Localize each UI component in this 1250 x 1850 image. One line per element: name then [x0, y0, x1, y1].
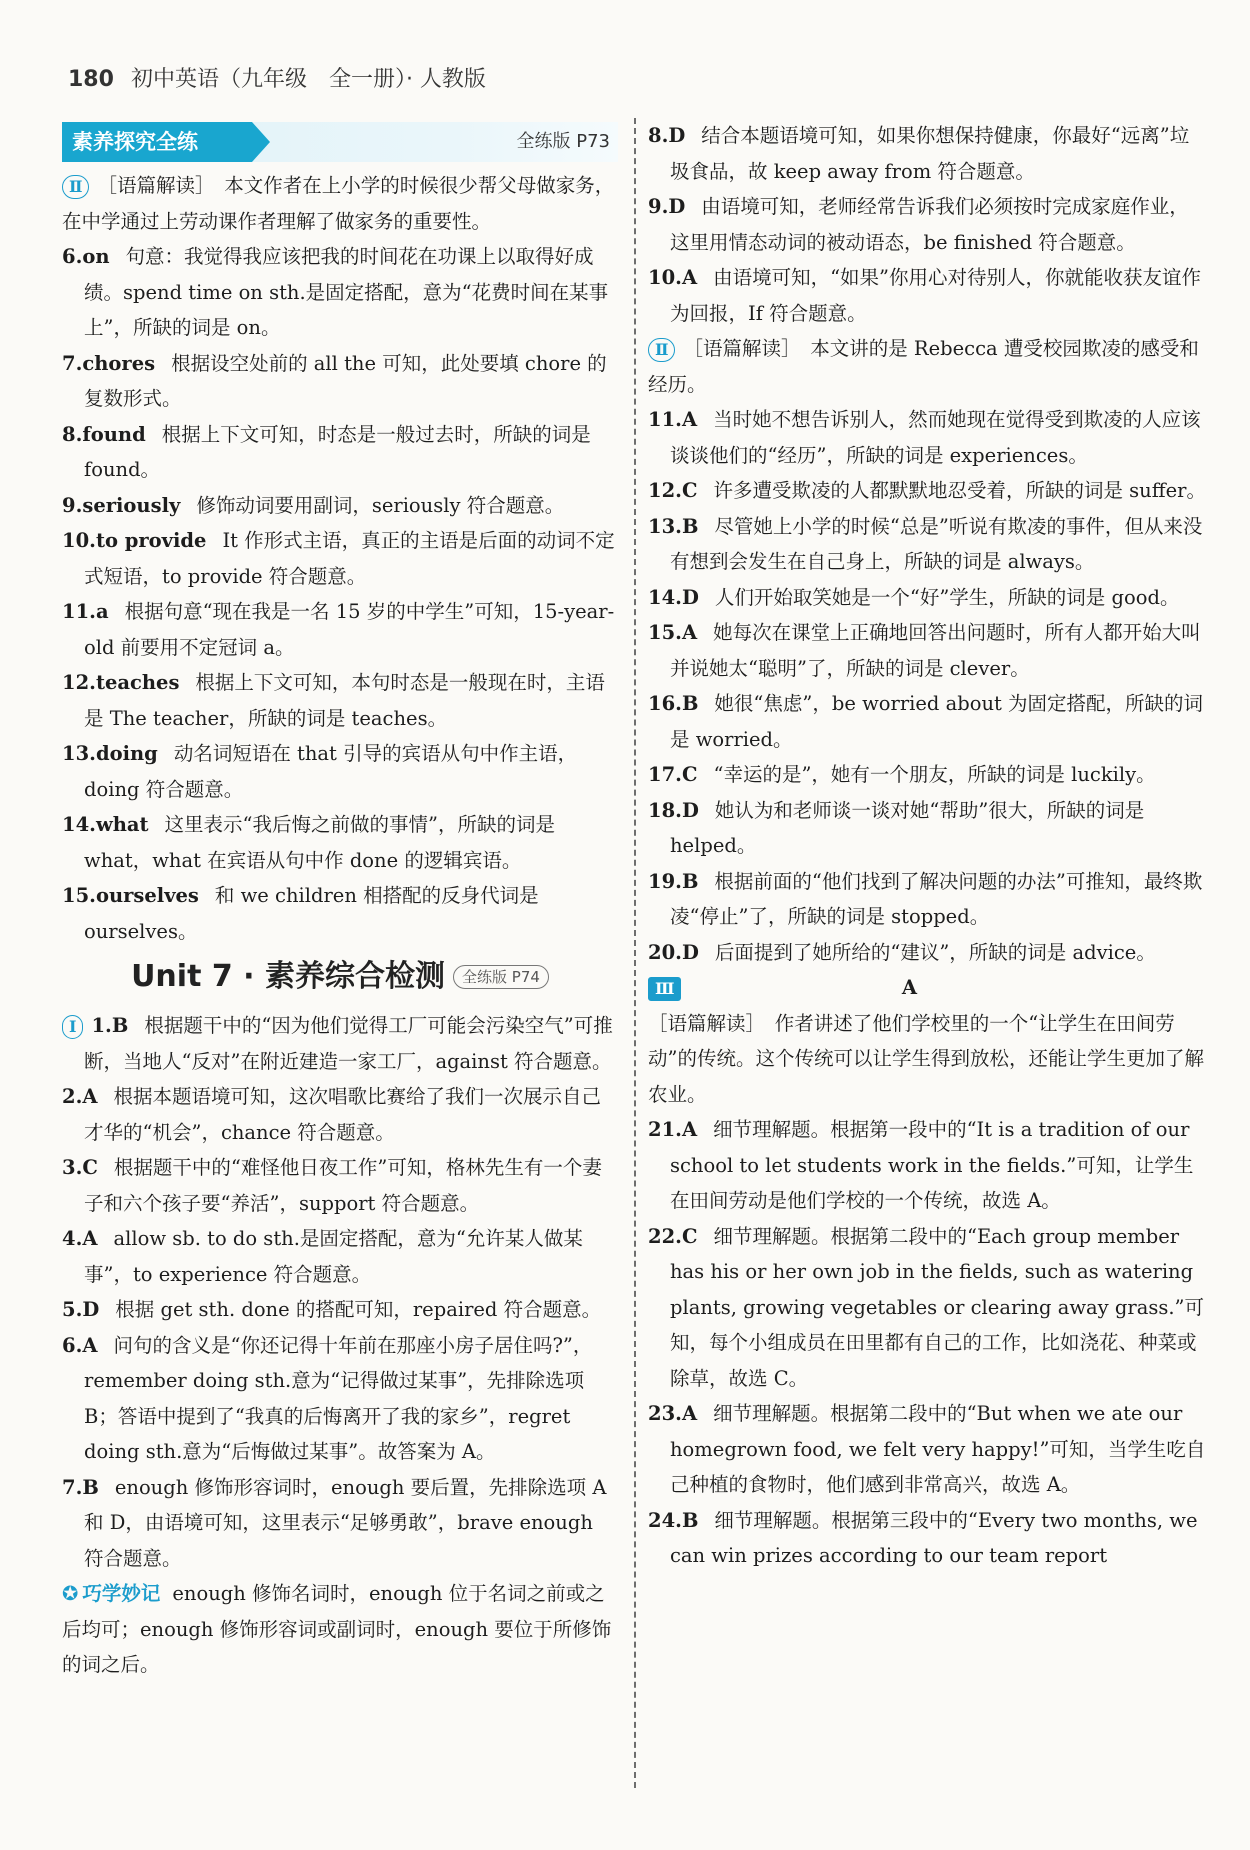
answer-explanation: 她每次在课堂上正确地回答出问题时，所有人都开始大叫并说她太“聪明”了，所缺的词是 clever。: [670, 621, 1201, 680]
answer-key: seriously: [82, 493, 181, 517]
question-number: 21.: [648, 1118, 682, 1141]
answer-item: [648, 793, 1208, 864]
answer-item: [62, 594, 618, 665]
answer-item: [648, 686, 1208, 757]
answer-explanation: 她很“焦虑”，be worried about 为固定搭配，所缺的词是 worried。: [670, 692, 1204, 751]
answer-key: A: [681, 1118, 698, 1141]
answer-item: [62, 665, 618, 736]
answer-key: C: [681, 763, 698, 786]
answer-key: found: [82, 422, 146, 446]
answer-explanation: 结合本题语境可知，如果你想保持健康，你最好“远离”垃圾食品，故 keep away from 符合题意。: [670, 124, 1190, 183]
question-number: 13.: [62, 742, 96, 765]
answer-item: [648, 580, 1208, 616]
answer-explanation: 根据设空处前的 all the 可知，此处要填 chore 的复数形式。: [84, 351, 607, 410]
answer-item: [648, 864, 1208, 935]
answer-key: what: [95, 813, 149, 836]
answer-item: [648, 189, 1208, 260]
question-number: 10.: [648, 266, 682, 289]
question-number: 2.: [62, 1085, 83, 1108]
answer-explanation: 根据句意“现在我是一名 15 岁的中学生”可知，15-year-old 前要用不定冠词 a。: [84, 600, 615, 659]
answer-item: [648, 1503, 1208, 1574]
answer-explanation: 根据本题语境可知，这次唱歌比赛给了我们一次展示自己才华的“机会”，chance 符合题意。: [84, 1085, 602, 1144]
answer-explanation: 根据上下文可知，时态是一般过去时，所缺的词是 found。: [84, 422, 591, 481]
question-number: 19.: [648, 869, 682, 893]
answer-item: [648, 509, 1208, 580]
answer-item: [62, 1292, 618, 1328]
passage-summary: [648, 331, 1208, 402]
answer-item: [648, 1219, 1208, 1397]
answer-item: [648, 615, 1208, 686]
answer-key: C: [82, 1156, 98, 1179]
answer-item: [62, 1150, 618, 1221]
answer-item: [62, 736, 618, 807]
question-number: 20.: [648, 940, 682, 964]
question-number: 7.: [62, 1475, 83, 1499]
answer-key: C: [681, 479, 698, 502]
passage-summary: [62, 168, 618, 239]
question-number: 17.: [648, 763, 682, 786]
question-number: 15.: [62, 884, 96, 907]
question-number: 10.: [62, 529, 96, 552]
question-number: 11.: [648, 408, 682, 431]
right-column: [648, 118, 1208, 1574]
column-divider: [634, 118, 636, 1788]
right-answers: [648, 118, 1208, 1574]
answer-explanation: 由语境可知，“如果”你用心对待别人，你就能收获友谊作为回报，If 符合题意。: [670, 266, 1202, 325]
page-header: [68, 62, 486, 93]
question-number: 12.: [62, 671, 96, 694]
answer-item: [62, 417, 618, 488]
question-number: 14.: [62, 813, 96, 836]
answer-item: [648, 260, 1208, 331]
answer-explanation: 由语境可知，老师经常告诉我们必须按时完成家庭作业，这里用情态动词的被动语态，be finished 符合题意。: [670, 195, 1189, 254]
question-number: 15.: [648, 621, 682, 644]
answer-explanation: 这里表示“我后悔之前做的事情”，所缺的词是 what，what 在宾语从句中作 done 的逻辑宾语。: [84, 813, 555, 872]
answer-explanation: 根据题干中的“难怪他日夜工作”可知，格林先生有一个妻子和六个孩子要“养活”，support 符合题意。: [84, 1156, 602, 1215]
answer-key: A: [681, 266, 698, 289]
left-answers: [62, 168, 618, 1683]
answer-key: on: [82, 245, 110, 268]
answer-key: B: [681, 869, 699, 893]
answer-key: C: [681, 1224, 698, 1248]
summary-text: ［语篇解读］ 作者讲述了他们学校里的一个“让学生在田间劳动”的传统。这个传统可以让学生得到放松，还能让学生更加了解农业。: [648, 1011, 1204, 1106]
answer-key: doing: [95, 742, 158, 765]
answer-item: [62, 1328, 618, 1470]
answer-key: B: [681, 1508, 699, 1532]
answer-item: [648, 473, 1208, 509]
answer-explanation: 细节理解题。根据第三段中的“Every two months, we can win prizes according to our team report: [670, 1508, 1198, 1567]
answer-key: A: [82, 1085, 98, 1108]
banner-label: 素养探究全练: [62, 122, 252, 162]
answer-explanation: 动名词短语在 that 引导的宾语从句中作主语，doing 符合题意。: [84, 742, 578, 801]
question-number: 24.: [648, 1508, 682, 1532]
section-banner: [62, 122, 618, 162]
answer-item: [62, 1221, 618, 1292]
memory-tip: [62, 1576, 618, 1683]
answer-key: D: [668, 195, 686, 218]
section-mark: Ⅰ: [62, 1015, 83, 1039]
answer-item: [62, 1079, 618, 1150]
answer-key: D: [681, 798, 699, 822]
answer-key: B: [82, 1475, 99, 1499]
summary-text: ［语篇解读］ 本文讲的是 Rebecca 遭受校园欺凌的感受和经历。: [648, 337, 1199, 396]
answer-item: [648, 1112, 1208, 1219]
question-number: 6.: [62, 1333, 83, 1357]
question-number: 7.: [62, 351, 83, 375]
answer-key: D: [681, 585, 699, 609]
section-mark: Ⅱ: [62, 175, 89, 199]
answer-key: A: [82, 1227, 98, 1250]
question-number: 23.: [648, 1402, 682, 1425]
book-title: 初中英语（九年级 全一册）· 人教版: [130, 67, 486, 92]
answer-key: D: [668, 124, 686, 147]
question-number: 5.: [62, 1298, 83, 1321]
answer-item: [62, 488, 618, 524]
question-number: 9.: [648, 195, 669, 218]
answer-item: [648, 757, 1208, 793]
answer-key: B: [681, 692, 699, 715]
answer-item: [62, 1008, 618, 1079]
question-number: 22.: [648, 1224, 682, 1248]
answer-explanation: 根据 get sth. done 的搭配可知，repaired 符合题意。: [115, 1298, 602, 1321]
answer-explanation: 根据题干中的“因为他们觉得工厂可能会污染空气”可推断，当地人“反对”在附近建造一家工厂，against 符合题意。: [84, 1014, 613, 1073]
tip-label: 巧学妙记: [82, 1582, 161, 1605]
question-number: 14.: [648, 585, 682, 609]
answer-key: B: [111, 1014, 129, 1037]
answer-explanation: 问句的含义是“你还记得十年前在那座小房子居住吗?”，remember doing sth.意为“记得做过某事”，先排除选项 B；答语中提到了“我真的后悔离开了我的家乡”，regret doing sth.意为“后悔做过某事”。故答案为 A。: [84, 1333, 593, 1463]
answer-explanation: 根据前面的“他们找到了解决问题的办法”可推知，最终欺凌“停止”了，所缺的词是 stopped。: [670, 869, 1203, 928]
page-number: 180: [68, 67, 114, 92]
section-mark: Ⅲ: [648, 977, 681, 1001]
answer-key: ourselves: [95, 884, 199, 907]
question-number: 11.: [62, 600, 96, 623]
summary-text: ［语篇解读］ 本文作者在上小学的时候很少帮父母做家务，在中学通过上劳动课作者理解了做家务的重要性。: [62, 174, 615, 233]
answer-item: [62, 1470, 618, 1577]
answer-item: [648, 935, 1208, 971]
section-mark: Ⅱ: [648, 338, 675, 362]
answer-key: A: [681, 1402, 698, 1425]
answer-explanation: allow sb. to do sth.是固定搭配，意为“允许某人做某事”，to experience 符合题意。: [84, 1227, 583, 1286]
question-number: 4.: [62, 1227, 83, 1250]
unit-title-text: Unit 7 · 素养综合检测: [131, 959, 446, 994]
answer-explanation: 修饰动词要用副词，seriously 符合题意。: [196, 493, 565, 517]
answer-key: D: [681, 940, 699, 964]
passage-summary: [648, 1006, 1208, 1113]
unit-page-ref: 全练版 P74: [453, 965, 549, 989]
answer-explanation: 当时她不想告诉别人，然而她现在觉得受到欺凌的人应该谈谈他们的“经历”，所缺的词是 experiences。: [670, 408, 1201, 467]
answer-key: A: [681, 621, 698, 644]
answer-explanation: 细节理解题。根据第二段中的“Each group member has his or her own job in the fields, such as watering plants, growing vegetables or clearing away grass.”可知，每个小组成员在田里都有自己的工作，比如浇花、种菜或除草，故选 C。: [670, 1224, 1205, 1390]
question-number: 18.: [648, 798, 682, 822]
question-number: 3.: [62, 1156, 83, 1179]
answer-explanation: 人们开始取笑她是一个“好”学生，所缺的词是 good。: [714, 585, 1180, 609]
banner-page-ref: 全练版 P73: [516, 131, 610, 152]
answer-item: [62, 878, 618, 949]
answer-explanation: It 作形式主语，真正的主语是后面的动词不定式短语，to provide 符合题意。: [84, 529, 615, 588]
answer-explanation: 细节理解题。根据第一段中的“It is a tradition of our school to let students work in the fields.”可知，让学生在田间劳动是他们学校的一个传统，故选 A。: [670, 1118, 1194, 1212]
answer-item: [648, 1396, 1208, 1503]
answer-item: [648, 402, 1208, 473]
question-number: 8.: [648, 124, 669, 147]
answer-explanation: 尽管她上小学的时候“总是”听说有欺凌的事件，但从来没有想到会发生在自己身上，所缺的词是 always。: [670, 514, 1203, 573]
passage-heading: [648, 970, 1208, 1006]
answer-item: [62, 346, 618, 417]
question-number: 12.: [648, 479, 682, 502]
answer-key: A: [681, 408, 698, 431]
passage-letter: A: [901, 976, 918, 999]
unit-title: [62, 955, 618, 1002]
answer-key: teaches: [95, 671, 180, 694]
question-number: 13.: [648, 514, 682, 538]
answer-explanation: 后面提到了她所给的“建议”，所缺的词是 advice。: [714, 940, 1156, 964]
answer-item: [62, 523, 618, 594]
answer-key: chores: [82, 351, 156, 375]
question-number: 9.: [62, 493, 83, 517]
answer-key: A: [82, 1333, 98, 1357]
answer-explanation: 和 we children 相搭配的反身代词是 ourselves。: [84, 884, 539, 943]
answer-key: B: [681, 514, 699, 538]
answer-explanation: 根据上下文可知，本句时态是一般现在时，主语是 The teacher，所缺的词是 teaches。: [84, 671, 605, 730]
answer-explanation: 她认为和老师谈一谈对她“帮助”很大，所缺的词是 helped。: [670, 798, 1145, 857]
answer-key: a: [95, 600, 109, 623]
answer-item: [62, 807, 618, 878]
question-number: 1.: [91, 1014, 112, 1037]
question-number: 16.: [648, 692, 682, 715]
answer-explanation: 许多遭受欺凌的人都默默地忍受着，所缺的词是 suffer。: [713, 479, 1206, 502]
answer-explanation: 细节理解题。根据第二段中的“But when we ate our homegrown food, we felt very happy!”可知，当学生吃自己种植的食物时，他们感到非常高兴，故选 A。: [670, 1402, 1206, 1496]
answer-explanation: 句意：我觉得我应该把我的时间花在功课上以取得好成绩。spend time on sth.是固定搭配，意为“花费时间在某事上”，所缺的词是 on。: [84, 245, 609, 339]
tip-icon: ✪: [62, 1582, 79, 1605]
answer-item: [648, 118, 1208, 189]
question-number: 8.: [62, 422, 83, 446]
answer-explanation: “幸运的是”，她有一个朋友，所缺的词是 luckily。: [713, 763, 1156, 786]
question-number: 6.: [62, 245, 83, 268]
answer-explanation: enough 修饰形容词时，enough 要后置，先排除选项 A 和 D，由语境可知，这里表示“足够勇敢”，brave enough 符合题意。: [84, 1475, 607, 1570]
answer-item: [62, 239, 618, 346]
left-column: [62, 118, 618, 1683]
tip-text: enough 修饰名词时，enough 位于名词之前或之后均可；enough 修饰形容词或副词时，enough 要位于所修饰的词之后。: [62, 1582, 612, 1676]
answer-key: D: [82, 1298, 100, 1321]
banner-arrow-icon: [252, 122, 270, 162]
answer-key: to provide: [95, 529, 207, 552]
